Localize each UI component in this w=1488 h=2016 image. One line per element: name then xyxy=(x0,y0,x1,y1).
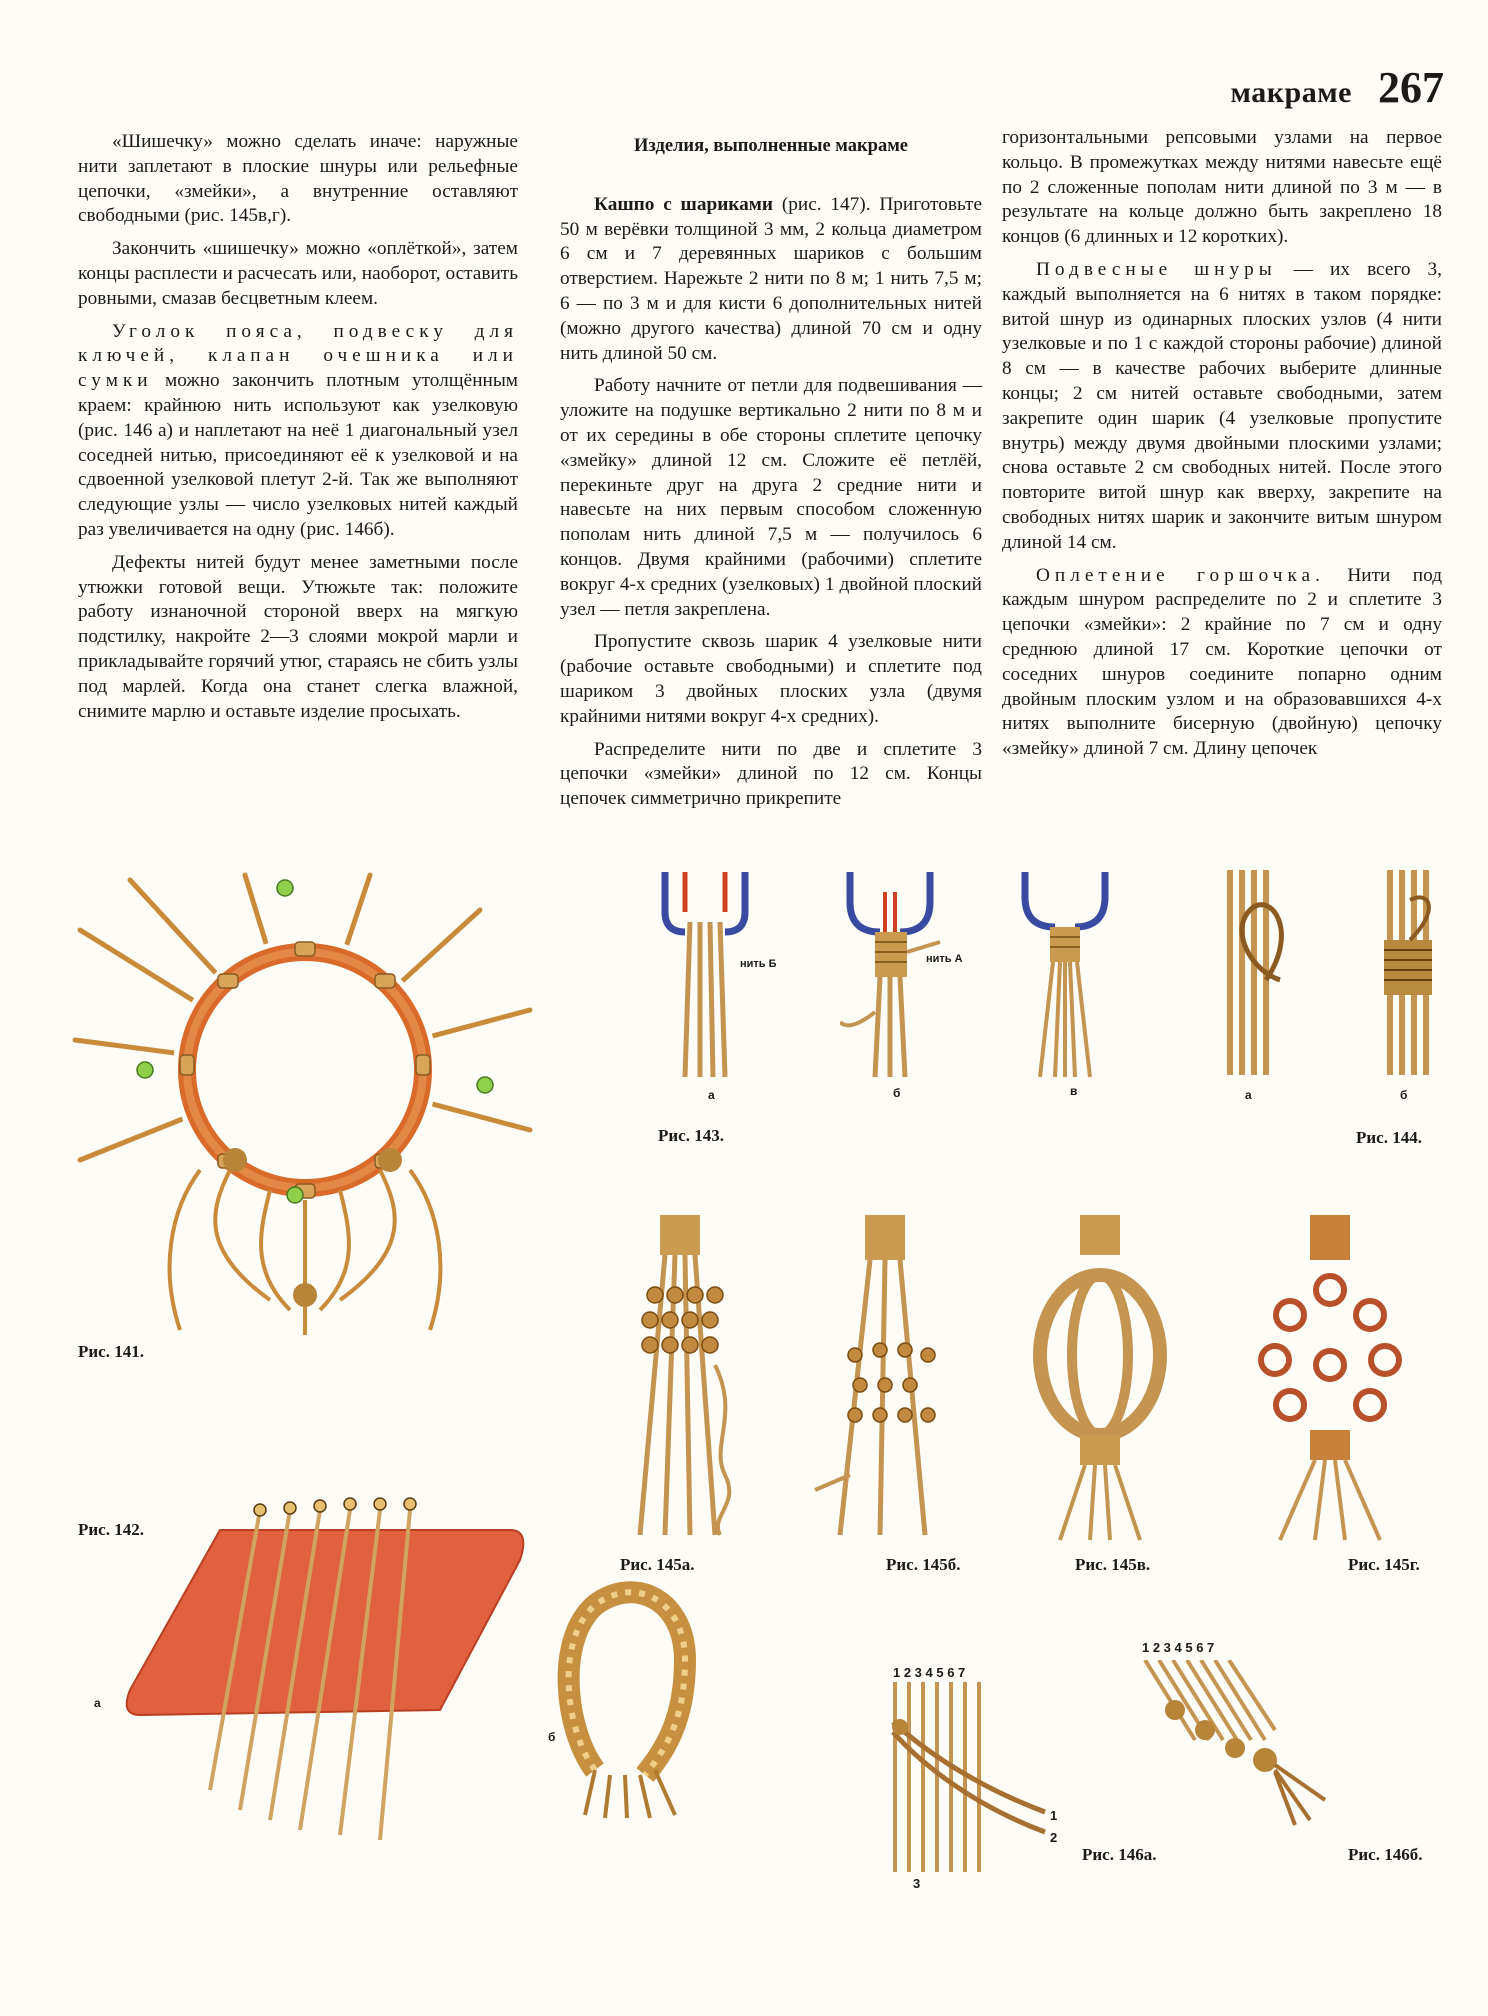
page-number: 267 xyxy=(1378,63,1444,112)
figure-145a-illustration xyxy=(610,1215,750,1545)
figure-145g-illustration xyxy=(1250,1215,1410,1545)
paragraph: Работу начните от петли для подвешивания — уложите на подушке вертикально 2 нити по 8 м и от их середины в обе стороны сплетите цепочку «змейку» длиной 12 см. Сложите её петлёй, перекиньте друг на друга 2 средние нити и навесьте на них первым способом сложенную пополам нить длиной 7,5 м — получилось 6 концов. Двумя крайними (рабочими) сплетите вокруг 4-х средних (узелковых) 1 двойной плоский узел — петля закреплена. xyxy=(560,375,982,620)
figure-144-label-a: а xyxy=(1245,1088,1252,1102)
figure-146a-thread-numbers: 1 2 3 4 5 6 7 xyxy=(893,1665,966,1680)
figure-143-label-v: в xyxy=(1070,1084,1078,1098)
paragraph xyxy=(1002,258,1442,556)
figure-146a-illustration xyxy=(885,1682,1058,1882)
label-thread-b: нить Б xyxy=(740,958,777,970)
figure-144a-illustration xyxy=(1210,870,1300,1080)
section-heading: Изделия, выполненные макраме xyxy=(633,136,909,156)
figure-142-label-b: б xyxy=(548,1730,556,1744)
spaced-lead: Подвесные шнуры xyxy=(1036,258,1277,280)
figure-146a-caption: Рис. 146а. xyxy=(1082,1845,1157,1864)
paragraph-text: Нити под каждым шнуром распределите по 2 и сплетите 3 цепочки «змейки»: 2 крайние по 7 см и одну среднюю длиной 17 см. Короткие цепочки от соседних шнуров соедините попарно одним двойным плоским узлом и на образовавшихся 4-х нитях выполните бисерную (двойную) цепочку «змейку» длиной 7 см. Длину цепочек xyxy=(1002,564,1442,760)
figure-143a-illustration xyxy=(655,872,755,1082)
figure-144-label-b: б xyxy=(1400,1088,1408,1102)
label-thread-2: 2 xyxy=(1050,1830,1058,1845)
figure-142-label-a: а xyxy=(94,1696,101,1710)
figure-146b-illustration xyxy=(1135,1660,1335,1830)
figure-144b-illustration xyxy=(1370,870,1450,1080)
paragraph: Дефекты нитей будут менее заметными после утюжки готовой вещи. Утюжьте так: положите работу изнаночной стороной вверх на мягкую подстилку, накройте 2—3 слоями мокрой марли и прикладывайте горячий утюг, стараясь не сбить узлы под марлей. Когда она станет слегка влажной, снимите марлю и оставьте изделие просыхать. xyxy=(78,551,518,722)
text-column-1 xyxy=(78,130,518,732)
figure-145v-caption: Рис. 145в. xyxy=(1075,1555,1151,1574)
figure-146b-thread-numbers: 1 2 3 4 5 6 7 xyxy=(1142,1640,1215,1655)
spaced-lead: Уголок пояса, подвеску для ключей, клапан очешника или сумки xyxy=(78,320,518,392)
figure-145a-caption: Рис. 145а. xyxy=(620,1555,695,1574)
figure-145v-illustration xyxy=(1030,1215,1170,1545)
paragraph xyxy=(1002,564,1442,762)
paragraph: «Шишечку» можно сделать иначе: наружные нити заплетают в плоские шнуры или рельефные цепочки, «змейки», а внутренние оставляют свободными (рис. 145в,г). xyxy=(78,131,518,227)
figure-142-illustration xyxy=(110,1490,550,1850)
figure-145b-caption: Рис. 145б. xyxy=(886,1555,961,1574)
text-column-2 xyxy=(560,130,982,820)
figure-141-caption: Рис. 141. xyxy=(78,1342,144,1361)
label-thread-3: 3 xyxy=(913,1876,921,1891)
figure-141-illustration xyxy=(70,870,540,1340)
text-column-3 xyxy=(1002,126,1442,770)
label-thread-1: 1 xyxy=(1050,1808,1058,1823)
paragraph: Закончить «шишечку» можно «оплёткой», затем концы расплести и расчесать или, наоборот, оставить ровными, смазав бесцветным клеем. xyxy=(78,238,518,309)
paragraph: Распределите нити по две и сплетите 3 цепочки «змейки» длиной по 12 см. Концы цепочек симметрично прикрепите xyxy=(560,738,982,810)
item-title: Кашпо с шариками xyxy=(594,193,774,215)
figure-145g-caption: Рис. 145г. xyxy=(1348,1555,1420,1574)
figure-143v-illustration xyxy=(1015,872,1115,1082)
page-header xyxy=(1231,62,1444,113)
paragraph xyxy=(78,320,518,543)
paragraph: горизонтальными репсовыми узлами на первое кольцо. В промежутках между нитями навесьте ещё по 2 сложенные пополам нити длиной по 3 м — в результате на кольце должно быть закреплено 18 концов (6 длинных и 12 коротких). xyxy=(1002,127,1442,248)
figure-143-label-b: б xyxy=(893,1086,901,1100)
figure-144-caption: Рис. 144. xyxy=(1356,1128,1422,1147)
spaced-lead: Оплетение горшочка. xyxy=(1036,564,1325,586)
figure-145b-illustration xyxy=(810,1215,960,1545)
label-thread-a: нить А xyxy=(926,953,963,965)
figure-142b-illustration xyxy=(555,1580,715,1820)
figure-143-caption: Рис. 143. xyxy=(658,1126,724,1145)
paragraph xyxy=(560,193,982,367)
section-title: макраме xyxy=(1230,76,1352,109)
figure-143b-illustration xyxy=(840,872,950,1082)
figure-142-caption: Рис. 142. xyxy=(78,1520,144,1539)
paragraph-text: — их всего 3, каждый выполняется на 6 нитях в таком порядке: витой шнур из одинарных плоских узлов (4 нити узелковые и по 1 с каждой стороны рабочие) длиной 8 см — в качестве рабочих выберите длинные концы; 2 см нитей оставьте свободными, затем закрепите один шарик (4 узелковые пропустите внутрь) между двумя двойными плоскими узлами; снова оставьте 2 см свободных нитей. После этого повторите витой шнур как вверху, закрепите на свободных нитях шарик и закончите витым шнуром длиной 14 см. xyxy=(1002,258,1442,553)
paragraph: Пропустите сквозь шарик 4 узелковые нити (рабочие оставьте свободными) и сплетите под шариком 3 двойных плоских узла (двумя крайними нитями вокруг 4-х средних). xyxy=(560,631,982,727)
paragraph-text: (рис. 147). Приготовьте 50 м верёвки толщиной 3 мм, 2 кольца диаметром 6 см и 7 деревянных шариков с большим отверстием. Нарежьте 2 нити по 8 м; 1 нить 7,5 м; 6 — по 3 м и для кисти 6 дополнительных нитей (можно другого качества) длиной 70 см и одну нить длиной 50 см. xyxy=(560,193,982,364)
figure-143-label-a: а xyxy=(708,1088,715,1102)
paragraph-text: можно закончить плотным утолщённым краем: крайнюю нить используют как узелковую (рис. 146 а) и наплетают на неё 1 диагональный узел соседней нитью, присоединяют её к узелковой и на сдвоенной узелковой плетут 2-й. Так же выполняют следующие узлы — число узелковых нитей каждый раз увеличивается на одну (рис. 146б). xyxy=(78,370,518,540)
figure-146b-caption: Рис. 146б. xyxy=(1348,1845,1423,1864)
